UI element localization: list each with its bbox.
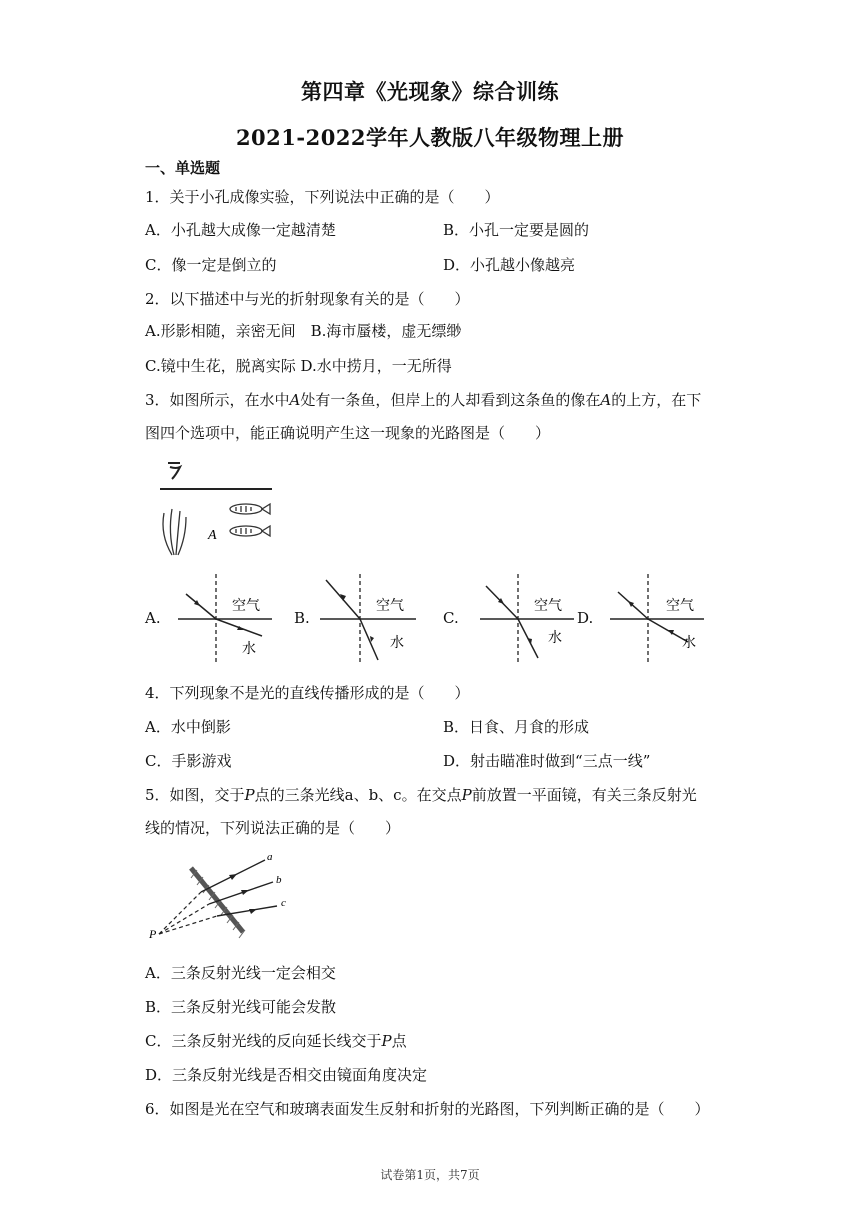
svg-text:水: 水 [548,630,562,646]
ray-b-label: b [276,874,282,886]
q3-stem-line1: 3．如图所示，在水中A处有一条鱼，但岸上的人却看到这条鱼的像在A的上方，在下 [145,391,702,409]
q4-option-d: D．射击瞄准时做到“三点一线” [443,752,651,770]
fish-point-label: A [208,528,217,543]
q3-option-b-diagram [316,572,426,667]
q1-option-c: C．像一定是倒立的 [145,256,277,274]
q3-option-d-label: D. [577,609,594,627]
q2-options-line2: C.镜中生花，脱离实际 D.水中捞月，一无所得 [145,357,452,375]
page-footer: 试卷第1页，共7页 [380,1168,480,1182]
q4-option-c: C．手影游戏 [145,752,232,770]
q5-mirror-figure [145,850,295,945]
q3-scene-figure [150,455,280,565]
q1-option-a: A．小孔越大成像一定越清楚 [145,221,336,239]
fish-image-icon [230,504,270,514]
q5-option-b: B．三条反射光线可能会发散 [145,998,337,1016]
q3-option-c-diagram [474,572,584,667]
svg-text:空气: 空气 [232,598,260,614]
q5-stem-line2: 线的情况，下列说法正确的是（ ） [145,819,401,837]
section-heading: 一、单选题 [145,159,221,177]
q4-stem: 4．下列现象不是光的直线传播形成的是（ ） [145,684,470,702]
plant-icon [163,509,186,555]
svg-text:空气: 空气 [376,598,404,614]
q3-option-a-diagram [172,572,282,667]
plane-mirror [191,868,245,938]
q3-option-d-diagram [604,572,714,667]
q1-option-d: D．小孔越小像越亮 [443,256,576,274]
svg-text:空气: 空气 [666,598,694,614]
q4-option-b: B．日食、月食的形成 [443,718,590,736]
q5-option-a: A．三条反射光线一定会相交 [145,964,336,982]
q3-option-a-label: A. [145,609,161,627]
svg-text:水: 水 [242,641,256,657]
point-p-label: P [149,927,157,941]
q2-options-line1: A.形影相随，亲密无间 B.海市蜃楼，虚无缥缈 [145,322,462,340]
q1-option-b: B．小孔一定要是圆的 [443,221,590,239]
page-subtitle: 2021-2022学年人教版八年级物理上册 [235,125,625,150]
q5-option-c: C．三条反射光线的反向延长线交于P点 [145,1032,407,1050]
q3-stem-line2: 图四个选项中，能正确说明产生这一现象的光路图是（ ） [145,424,551,442]
svg-text:水: 水 [390,635,404,651]
q2-stem: 2．以下描述中与光的折射现象有关的是（ ） [145,290,470,308]
page-title: 第四章《光现象》综合训练 [301,79,559,104]
q4-option-a: A．水中倒影 [145,718,231,736]
q1-stem: 1．关于小孔成像实验，下列说法中正确的是（ ） [145,188,500,206]
q5-stem-line1: 5．如图，交于P点的三条光线a、b、c。在交点P前放置一平面镜，有关三条反射光 [145,786,697,804]
svg-text:水: 水 [682,635,696,651]
fish-icon [230,526,270,536]
q3-option-c-label: C. [443,609,459,627]
eye-icon [168,463,180,479]
svg-text:空气: 空气 [534,598,562,614]
q3-option-b-label: B. [294,609,310,627]
q5-option-d: D．三条反射光线是否相交由镜面角度决定 [145,1066,428,1084]
ray-a-label: a [267,851,273,863]
q6-stem: 6．如图是光在空气和玻璃表面发生反射和折射的光路图，下列判断正确的是（ ） [145,1100,710,1118]
ray-c-label: c [281,897,286,909]
